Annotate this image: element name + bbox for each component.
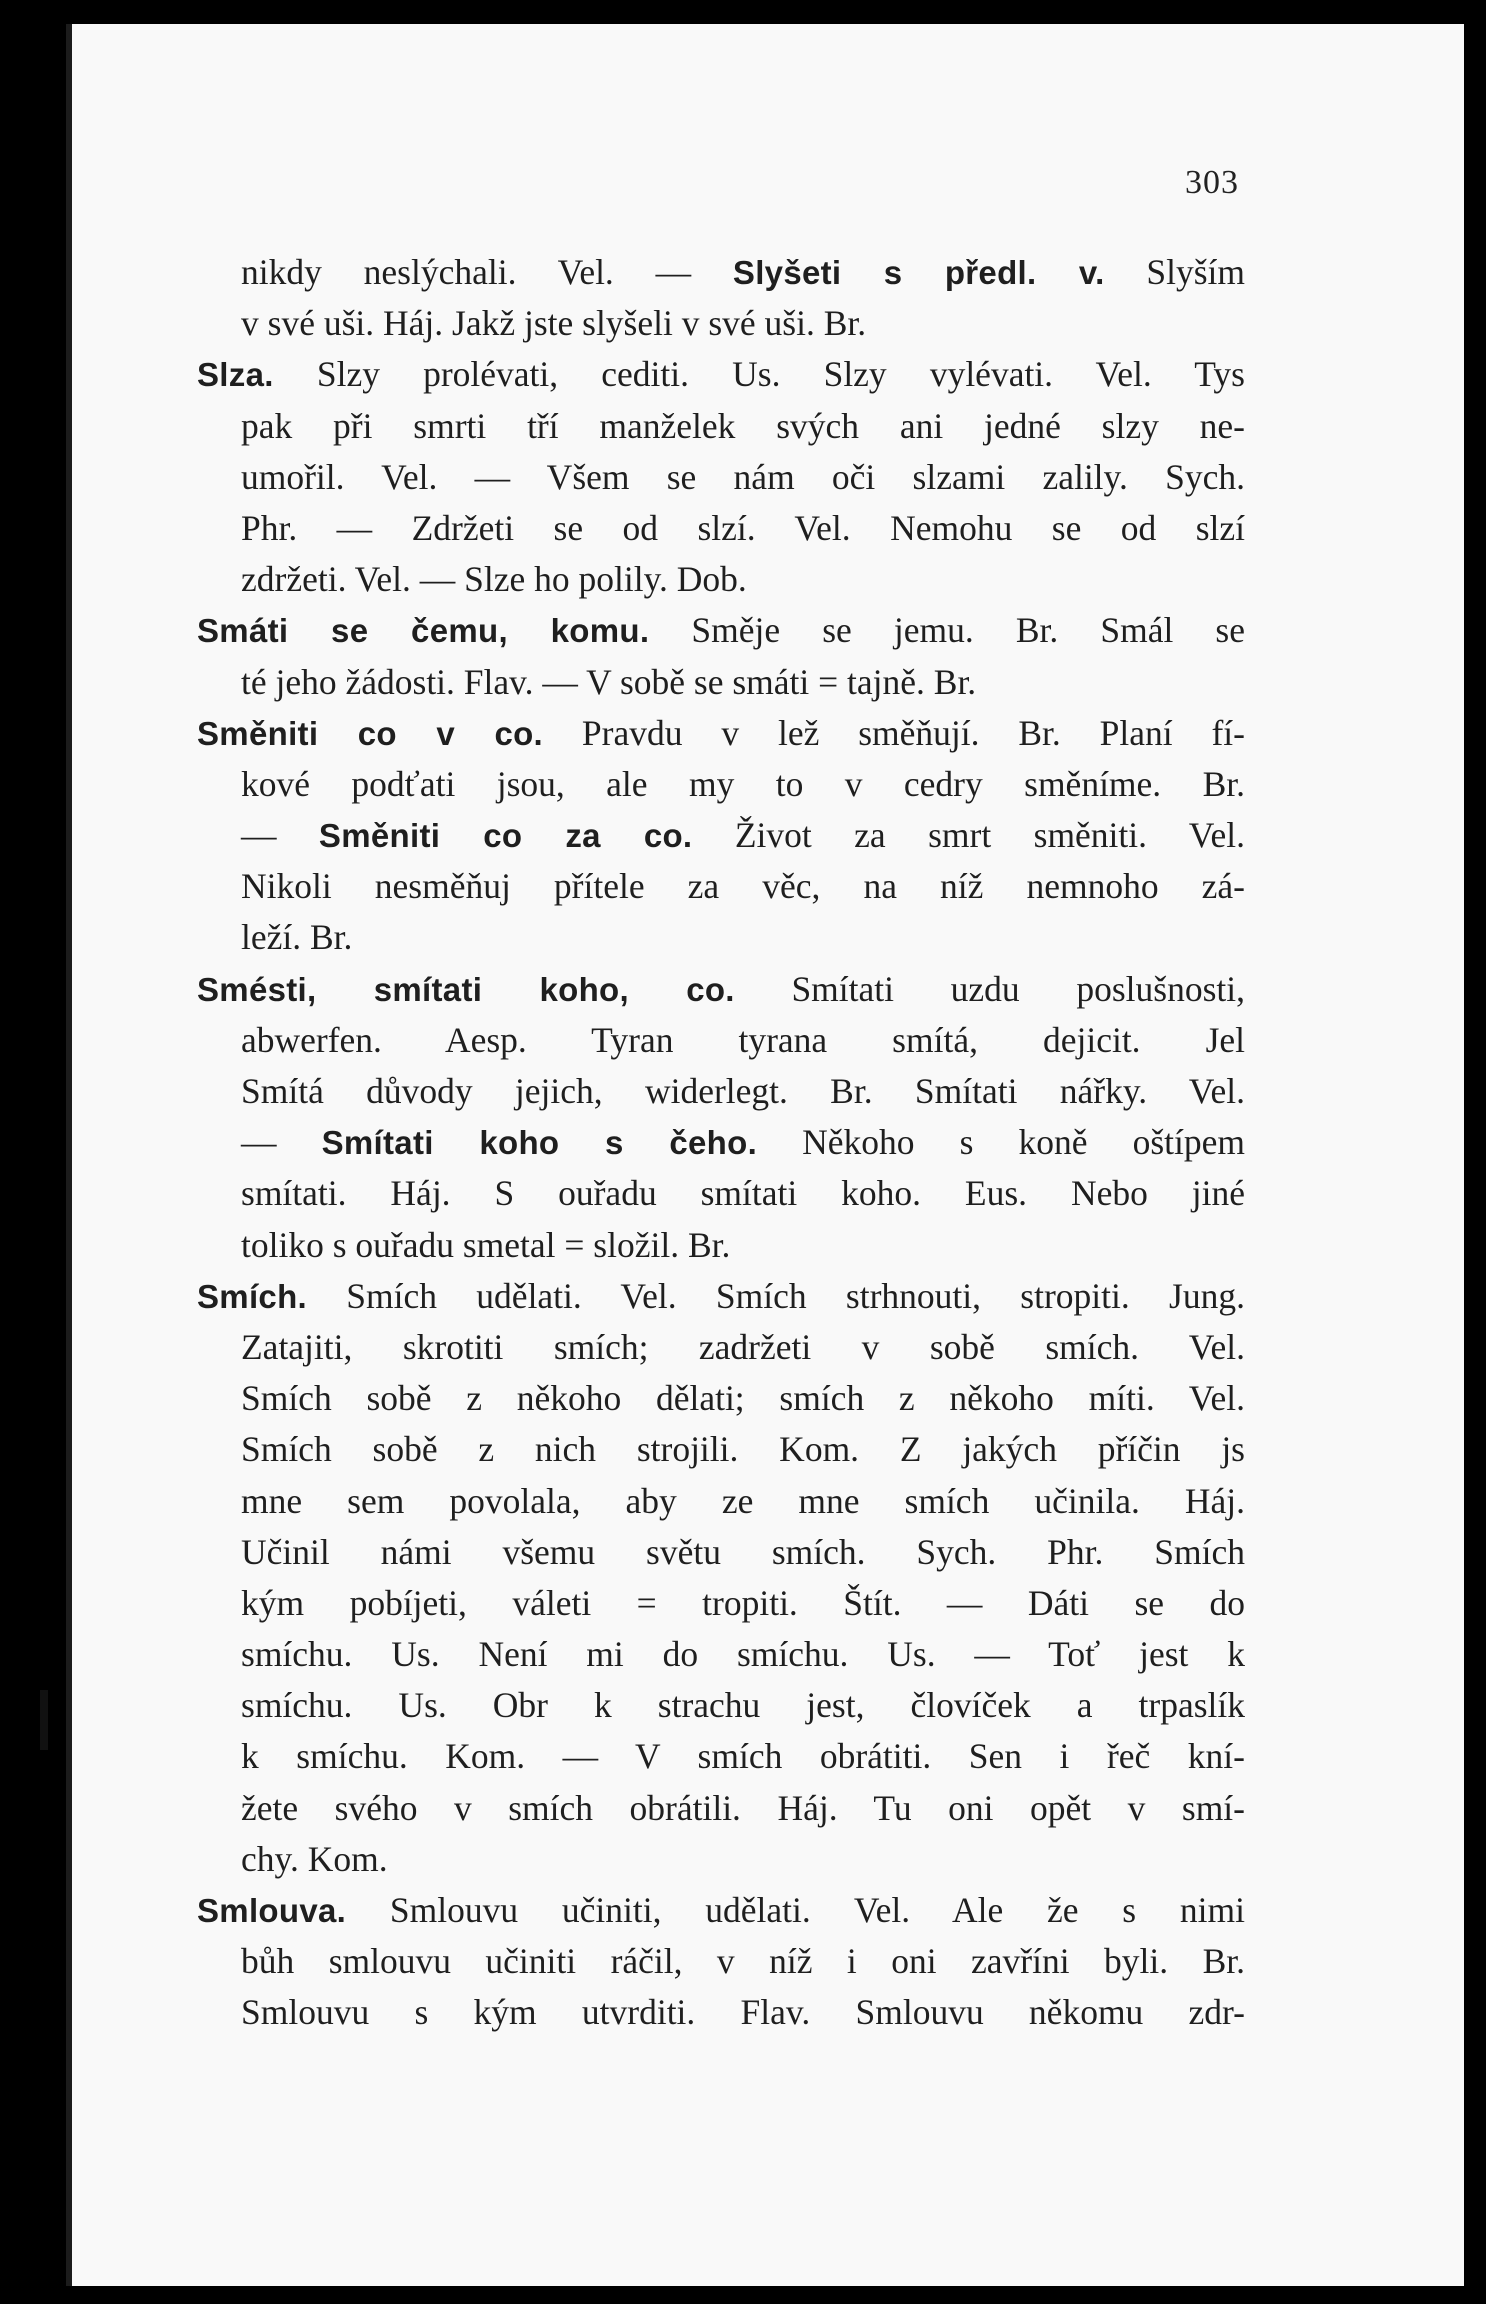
- text-line: [197, 1322, 1245, 1373]
- text-line: [197, 605, 1245, 656]
- text-line: [197, 1885, 1245, 1936]
- text-line: [197, 503, 1245, 554]
- line-text: bůh smlouvu učiniti ráčil, v níž i oni zavříni byli. Br.: [241, 1941, 1245, 1982]
- text-line: [197, 964, 1245, 1015]
- text-line: [197, 452, 1245, 503]
- line-text: abwerfen. Aesp. Tyran tyrana smítá, dejicit. Jel: [241, 1019, 1245, 1060]
- line-text: Smítati uzdu poslušnosti,: [734, 968, 1245, 1009]
- text-line: [197, 554, 1245, 605]
- text-line: [197, 1578, 1245, 1629]
- headword: Smésti, smítati koho, co.: [197, 970, 735, 1008]
- line-text: Smítá důvody jejich, widerlegt. Br. Smítati nářky. Vel.: [241, 1071, 1245, 1111]
- line-text: —: [241, 815, 319, 856]
- line-text: —: [241, 1122, 322, 1163]
- line-text: Učinil námi všemu světu smích. Sych. Phr. Smích: [241, 1531, 1245, 1572]
- text-line: [197, 1424, 1245, 1475]
- line-text: chy. Kom.: [241, 1838, 388, 1879]
- headword: Směniti co za co.: [318, 817, 693, 855]
- line-text: kové podťati jsou, ale my to v cedry směníme. Br.: [241, 763, 1245, 804]
- text-line: [197, 247, 1245, 298]
- binding-edge-mark: [40, 1690, 48, 1750]
- text-line: [197, 1731, 1245, 1782]
- line-text: zdržeti. Vel. — Slze ho polily. Dob.: [241, 559, 747, 600]
- line-text: smítati. Háj. S ouřadu smítati koho. Eus. Nebo jiné: [241, 1173, 1245, 1214]
- line-text: kým pobíjeti, váleti = tropiti. Štít. — Dáti se do: [241, 1582, 1245, 1623]
- line-text: k smíchu. Kom. — V smích obrátiti. Sen i řeč kní-: [241, 1736, 1245, 1777]
- text-line: [197, 810, 1245, 861]
- line-text: Někoho s koně oštípem: [757, 1122, 1245, 1163]
- text-line: [197, 759, 1245, 810]
- text-line: [197, 1168, 1245, 1219]
- text-line: [197, 1117, 1245, 1168]
- text-line: [197, 401, 1245, 452]
- page-number: 303: [1185, 164, 1239, 201]
- line-text: smíchu. Us. Obr k strachu jest, človíček a trpaslík: [241, 1685, 1245, 1726]
- line-text: toliko s ouřadu smetal = složil. Br.: [241, 1224, 731, 1265]
- line-text: Zatajiti, skrotiti smích; zadržeti v sobě smích. Vel.: [241, 1326, 1245, 1367]
- text-line: [197, 1373, 1245, 1424]
- text-line: [197, 298, 1245, 349]
- line-text: Slyším: [1104, 252, 1245, 292]
- headword: Směniti co v co.: [197, 714, 544, 752]
- text-line: [197, 349, 1245, 400]
- line-text: Život za smrt směniti. Vel.: [692, 815, 1245, 856]
- line-text: Smlouvu učiniti, udělati. Vel. Ale že s nimi: [346, 1890, 1245, 1930]
- dictionary-entries: [197, 247, 1245, 2039]
- text-line: [197, 1629, 1245, 1680]
- text-line: [197, 1015, 1245, 1066]
- line-text: nikdy neslýchali. Vel. —: [241, 252, 733, 292]
- line-text: té jeho žádosti. Flav. — V sobě se smáti = tajně. Br.: [241, 661, 977, 702]
- text-line: [197, 708, 1245, 759]
- headword: Smích.: [197, 1277, 308, 1315]
- line-text: Smích sobě z někoho dělati; smích z někoho míti. Vel.: [241, 1378, 1245, 1419]
- text-line: [197, 1783, 1245, 1834]
- text-line: [197, 1527, 1245, 1578]
- text-line: [197, 1936, 1245, 1987]
- line-text: Směje se jemu. Br. Smál se: [649, 610, 1245, 651]
- line-text: žete svého v smích obrátili. Háj. Tu oni opět v smí-: [241, 1787, 1245, 1828]
- text-line: [197, 861, 1245, 912]
- text-line: [197, 1271, 1245, 1322]
- headword: Smáti se čemu, komu.: [197, 612, 650, 650]
- line-text: mne sem povolala, aby ze mne smích učinila. Háj.: [241, 1480, 1245, 1521]
- text-line: [197, 912, 1245, 963]
- text-line: [197, 657, 1245, 708]
- line-text: v své uši. Háj. Jakž jste slyšeli v své uši. Br.: [241, 303, 867, 344]
- line-text: pak při smrti tří manželek svých ani jedné slzy ne-: [241, 405, 1245, 446]
- line-text: Smích sobě z nich strojili. Kom. Z jakých příčin js: [241, 1429, 1245, 1470]
- line-text: smíchu. Us. Není mi do smíchu. Us. — Toť jest k: [241, 1634, 1245, 1675]
- line-text: Smlouvu s kým utvrditi. Flav. Smlouvu někomu zdr-: [241, 1992, 1245, 2033]
- line-text: Nikoli nesměňuj přítele za věc, na níž nemnoho zá-: [241, 866, 1245, 907]
- line-text: Smích udělati. Vel. Smích strhnouti, stropiti. Jung.: [307, 1275, 1245, 1316]
- headword: Slza.: [197, 356, 274, 394]
- text-line: [197, 1987, 1245, 2038]
- line-text: Phr. — Zdržeti se od slzí. Vel. Nemohu se od slzí: [241, 507, 1245, 548]
- text-line: [197, 1220, 1245, 1271]
- line-text: leží. Br.: [241, 917, 353, 958]
- headword: Slyšeti s předl. v.: [732, 254, 1105, 291]
- text-line: [197, 1066, 1245, 1117]
- headword: Smítati koho s čeho.: [321, 1124, 758, 1162]
- text-line: [197, 1680, 1245, 1731]
- text-line: [197, 1476, 1245, 1527]
- text-line: [197, 1834, 1245, 1885]
- line-text: Slzy prolévati, cediti. Us. Slzy vylévati. Vel. Tys: [273, 354, 1245, 395]
- line-text: Pravdu v lež směňují. Br. Planí fí-: [543, 712, 1245, 753]
- line-text: umořil. Vel. — Všem se nám oči slzami zalily. Sych.: [241, 456, 1245, 497]
- headword: Smlouva.: [197, 1892, 347, 1929]
